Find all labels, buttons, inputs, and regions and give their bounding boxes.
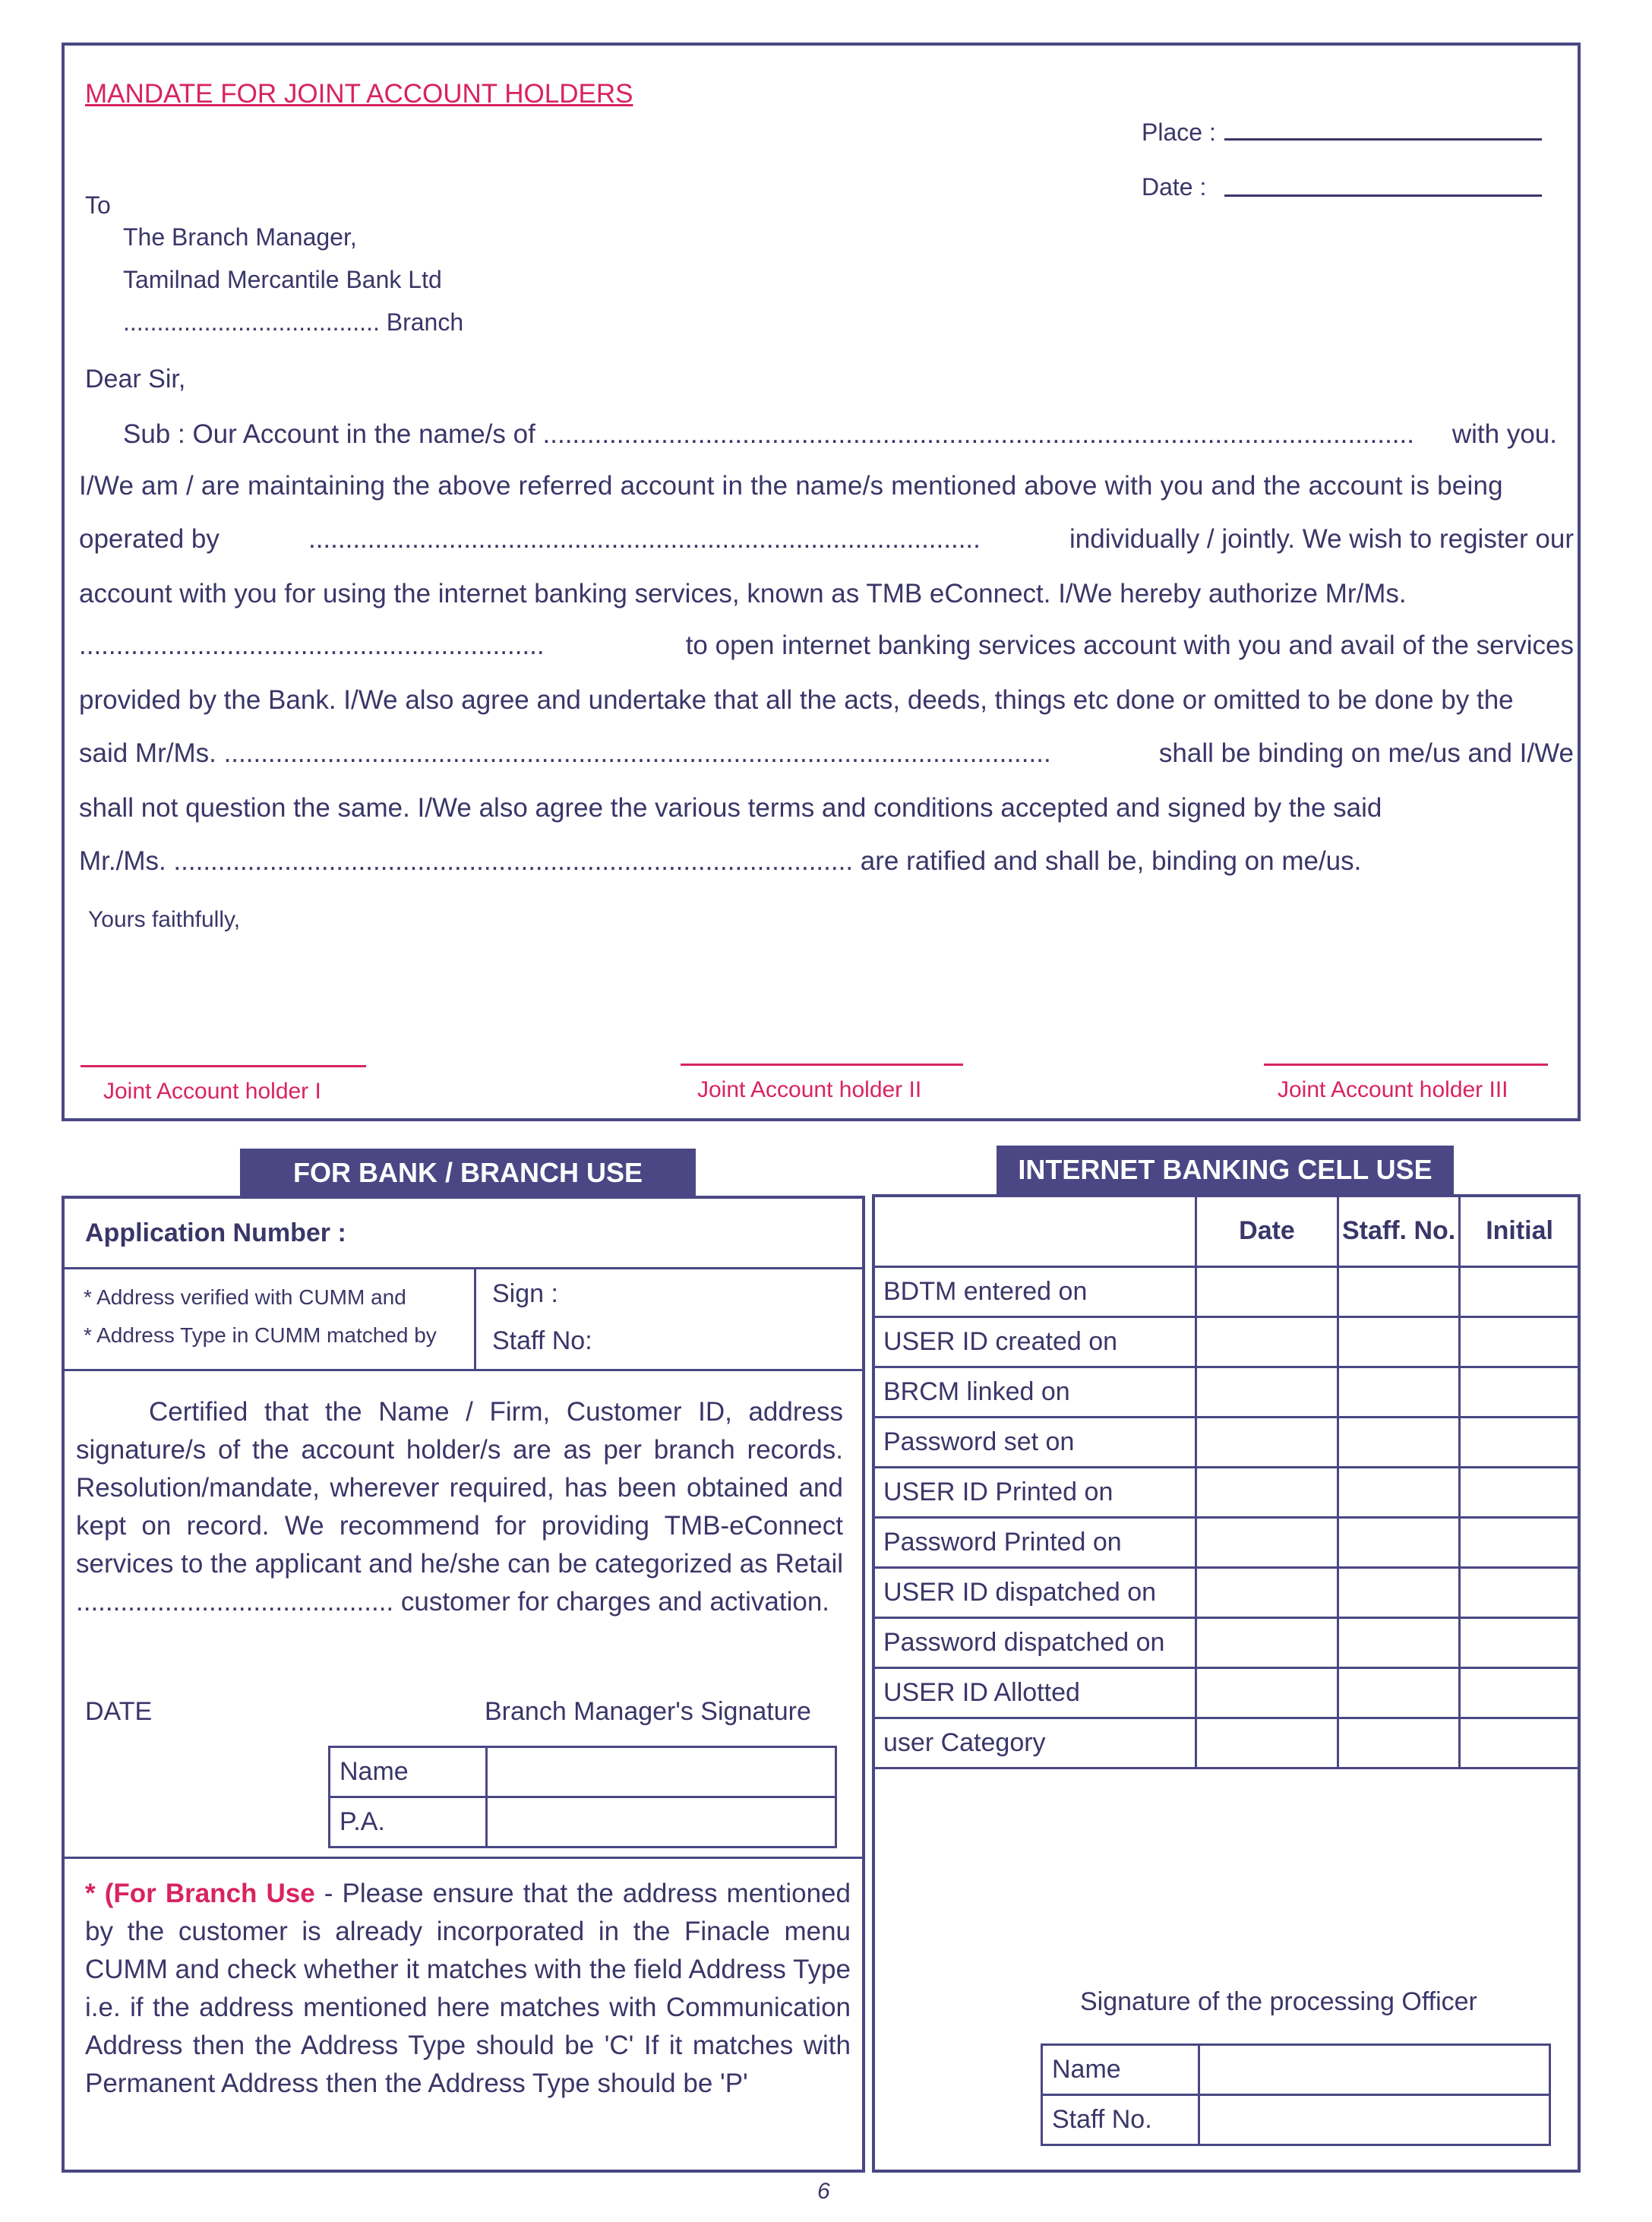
subject-line — [123, 419, 1557, 450]
body-line-3: account with you for using the internet banking services, known as TMB eConnect. I/We hereby authorize Mr/Ms. — [79, 579, 1407, 608]
row-label: Password dispatched on — [873, 1618, 1196, 1668]
divider — [63, 1369, 864, 1371]
holder-2-caption: Joint Account holder II — [697, 1077, 922, 1102]
subject-text: Sub : Our Account in the name/s of ...................................................................................................................... — [123, 419, 1414, 449]
officer-name-label: Name — [1042, 2045, 1199, 2095]
date-label: Date : — [1142, 173, 1207, 201]
mandate-title: MANDATE FOR JOINT ACCOUNT HOLDERS — [85, 79, 633, 109]
row-label: user Category — [873, 1718, 1196, 1768]
table-row — [873, 1267, 1580, 1317]
initial-cell[interactable] — [1460, 1568, 1580, 1618]
staff-no-label: Staff No: — [492, 1326, 592, 1355]
ib-cell-table — [872, 1194, 1581, 1769]
initial-cell[interactable] — [1460, 1518, 1580, 1568]
operated-by-field[interactable]: ........................................................................................... — [308, 524, 981, 554]
header-date: Date — [1196, 1196, 1338, 1267]
staff-cell[interactable] — [1338, 1618, 1460, 1668]
table-row — [873, 1418, 1580, 1468]
table-row — [873, 1568, 1580, 1618]
body-line-4-text: to open internet banking services account with you and avail of the services — [685, 631, 1574, 660]
initial-cell[interactable] — [1460, 1418, 1580, 1468]
address-verified-text: * Address verified with CUMM and — [84, 1285, 406, 1309]
divider — [474, 1269, 476, 1369]
place-label: Place : — [1142, 119, 1216, 146]
divider — [63, 1857, 864, 1859]
staff-cell[interactable] — [1338, 1418, 1460, 1468]
row-label: Password Printed on — [873, 1518, 1196, 1568]
page-number: 6 — [817, 2179, 830, 2204]
header-staff-no: Staff. No. — [1338, 1196, 1460, 1267]
closing: Yours faithfully, — [88, 907, 241, 932]
row-label: USER ID created on — [873, 1317, 1196, 1367]
initial-cell[interactable] — [1460, 1718, 1580, 1768]
staff-cell[interactable] — [1338, 1317, 1460, 1367]
certification-text — [76, 1393, 843, 1621]
initial-cell[interactable] — [1460, 1618, 1580, 1668]
date-cell[interactable] — [1196, 1618, 1338, 1668]
date-cell[interactable] — [1196, 1718, 1338, 1768]
officer-staff-label: Staff No. — [1042, 2095, 1199, 2145]
bank-name: Tamilnad Mercantile Bank Ltd — [123, 266, 442, 293]
date-cell[interactable] — [1196, 1668, 1338, 1718]
operated-by-end: individually / jointly. We wish to register our — [1069, 524, 1574, 554]
row-label: USER ID dispatched on — [873, 1568, 1196, 1618]
officer-name-field[interactable] — [1199, 2045, 1550, 2095]
staff-cell[interactable] — [1338, 1668, 1460, 1718]
date-cell[interactable] — [1196, 1267, 1338, 1317]
branch-line: ...................................... Branch — [123, 308, 464, 336]
operated-by-label: operated by — [79, 524, 220, 554]
said-person-field[interactable]: said Mr/Ms. ................................................................................................................ — [79, 738, 1051, 768]
sign-label: Sign : — [492, 1279, 558, 1308]
table-row — [873, 1518, 1580, 1568]
date-cell[interactable] — [1196, 1317, 1338, 1367]
officer-signature-caption: Signature of the processing Officer — [1080, 1987, 1477, 2016]
branch-use-banner: FOR BANK / BRANCH USE — [240, 1149, 696, 1197]
branch-note-body: - Please ensure that the address mentioned by the customer is already incorporated in the Finacle menu CUMM and check whether it matches with the field Address Type i.e. if the address mentioned here matches with Communication Address then the Address Type should be 'C' If it matches with Permanent Address then the Address Type should be 'P' — [85, 1879, 851, 2098]
row-label: USER ID Printed on — [873, 1468, 1196, 1518]
initial-cell[interactable] — [1460, 1267, 1580, 1317]
row-label: USER ID Allotted — [873, 1668, 1196, 1718]
pa-field[interactable] — [487, 1797, 836, 1847]
row-label: Password set on — [873, 1418, 1196, 1468]
branch-note-prefix: * (For Branch Use — [85, 1879, 315, 1908]
officer-staff-field[interactable] — [1199, 2095, 1550, 2145]
signature-line-2[interactable] — [681, 1064, 963, 1066]
date-caption: DATE — [85, 1697, 153, 1726]
staff-cell[interactable] — [1338, 1367, 1460, 1418]
officer-table — [1041, 2043, 1551, 2146]
row-label: BDTM entered on — [873, 1267, 1196, 1317]
subject-end: with you. — [1451, 419, 1557, 449]
staff-cell[interactable] — [1338, 1718, 1460, 1768]
divider — [63, 1267, 864, 1269]
table-row — [873, 1468, 1580, 1518]
table-row — [873, 1618, 1580, 1668]
name-pa-table — [328, 1746, 837, 1848]
signature-line-1[interactable] — [81, 1065, 366, 1067]
initial-cell[interactable] — [1460, 1468, 1580, 1518]
body-line-7: shall not question the same. I/We also agree the various terms and conditions accepted and signed by the said — [79, 793, 1382, 823]
staff-cell[interactable] — [1338, 1468, 1460, 1518]
name-label: Name — [330, 1747, 487, 1797]
header-initial: Initial — [1460, 1196, 1580, 1267]
body-line-4 — [79, 631, 1574, 661]
place-field[interactable] — [1224, 138, 1542, 141]
body-line-1: I/We am / are maintaining the above referred account in the name/s mentioned above with you and the account is being — [79, 471, 1503, 501]
initial-cell[interactable] — [1460, 1668, 1580, 1718]
ib-cell-banner: INTERNET BANKING CELL USE — [997, 1146, 1454, 1194]
staff-cell[interactable] — [1338, 1518, 1460, 1568]
row-label: BRCM linked on — [873, 1367, 1196, 1418]
body-line-5: provided by the Bank. I/We also agree and undertake that all the acts, deeds, things etc done or omitted to be done by the — [79, 685, 1514, 715]
address-type-text: * Address Type in CUMM matched by — [84, 1323, 437, 1347]
date-field[interactable] — [1224, 194, 1542, 197]
body-line-6-end: shall be binding on me/us and I/We — [1158, 738, 1574, 768]
body-line-8: Mr./Ms. ............................................................................................ are ratified and shall be, binding on me/us. — [79, 846, 1362, 876]
initial-cell[interactable] — [1460, 1367, 1580, 1418]
date-cell[interactable] — [1196, 1468, 1338, 1518]
application-number-label: Application Number : — [85, 1218, 346, 1247]
staff-cell[interactable] — [1338, 1568, 1460, 1618]
initial-cell[interactable] — [1460, 1317, 1580, 1367]
table-row — [873, 1317, 1580, 1367]
signature-line-3[interactable] — [1264, 1064, 1548, 1066]
table-row — [873, 1367, 1580, 1418]
salutation: Dear Sir, — [85, 365, 186, 394]
holder-1-caption: Joint Account holder I — [103, 1079, 321, 1104]
addressee: The Branch Manager, — [123, 223, 357, 251]
date-cell[interactable] — [1196, 1518, 1338, 1568]
body-line-6 — [79, 738, 1574, 769]
name-field[interactable] — [487, 1747, 836, 1797]
date-cell[interactable] — [1196, 1568, 1338, 1618]
manager-signature-caption: Branch Manager's Signature — [485, 1697, 811, 1726]
table-row — [873, 1718, 1580, 1768]
date-cell[interactable] — [1196, 1418, 1338, 1468]
body-line-2 — [79, 524, 1574, 555]
ib-table-corner — [873, 1196, 1196, 1267]
staff-cell[interactable] — [1338, 1267, 1460, 1317]
branch-note — [85, 1875, 851, 2103]
holder-3-caption: Joint Account holder III — [1278, 1077, 1508, 1102]
pa-label: P.A. — [330, 1797, 487, 1847]
date-cell[interactable] — [1196, 1367, 1338, 1418]
certification-body: Certified that the Name / Firm, Customer ID, address signature/s of the account holder/s are as per branch records. Resolution/mandate, wherever required, has been obtained and kept on record. We recommend for providing TMB-eConnect services to the applicant and he/she can be categorized as Retail ........................................... customer for charges and activation. — [76, 1397, 843, 1617]
to-label: To — [85, 191, 111, 219]
authorized-person-field[interactable]: ............................................................... — [79, 631, 545, 660]
table-row — [873, 1668, 1580, 1718]
